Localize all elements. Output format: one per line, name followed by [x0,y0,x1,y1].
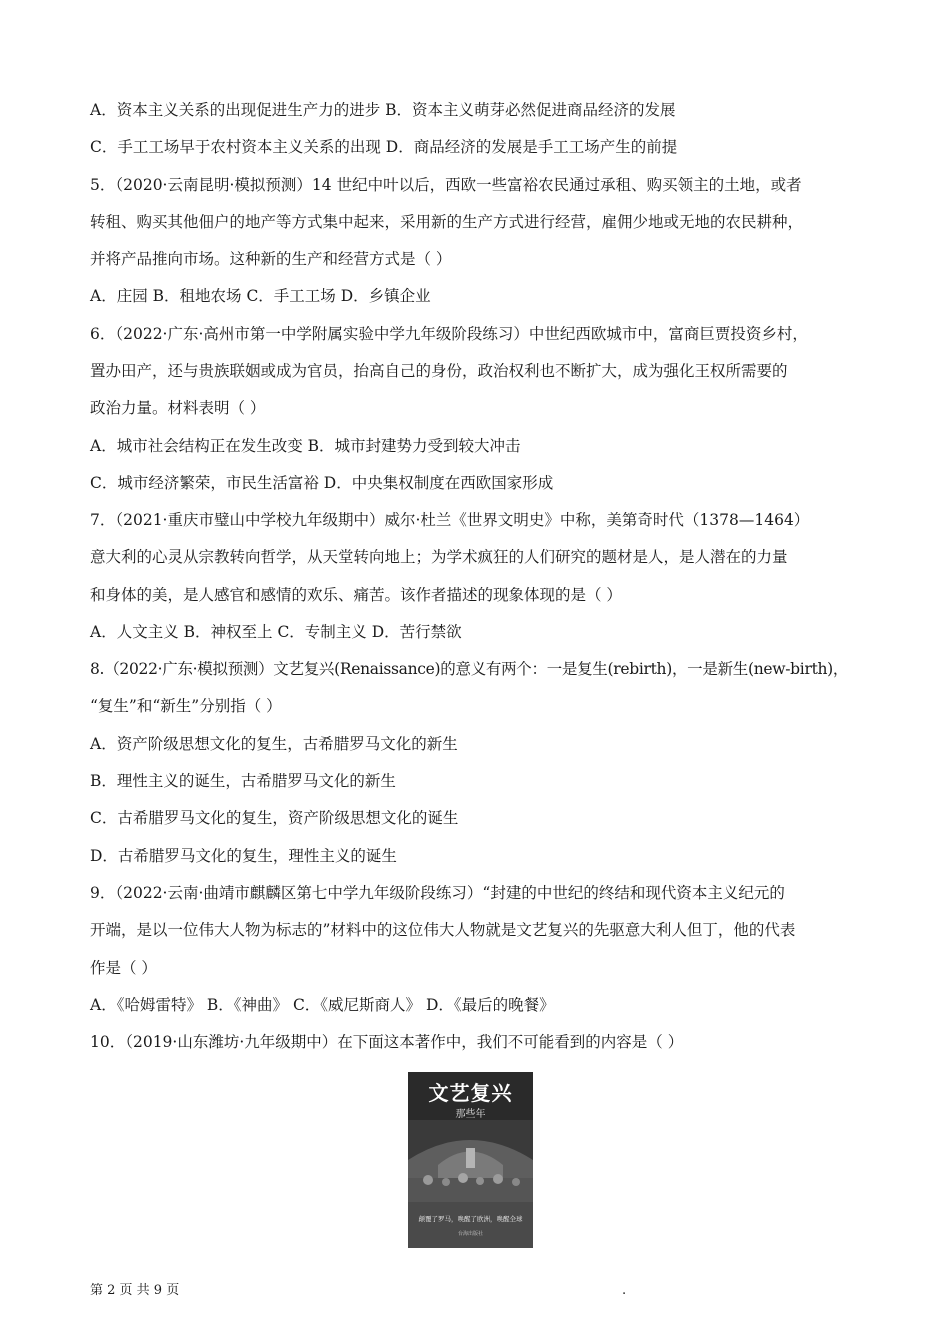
q5-stem-line-3: 并将产品推向市场。这种新的生产和经营方式是（ ） [90,250,452,268]
q7-stem-line-1: 7．（2021·重庆市璧山中学校九年级期中）威尔·杜兰《世界文明史》中称，美第奇时代（1378—1464） [90,511,810,529]
footer-dot: . [622,1283,627,1298]
q10-stem: 10．（2019·山东潍坊·九年级期中）在下面这本著作中，我们不可能看到的内容是（ ） [90,1033,684,1051]
book-subtitle: 那些年 [455,1109,486,1120]
q7-stem-line-3: 和身体的美，是人感官和感情的欢乐、痛苦。该作者描述的现象体现的是（ ） [90,586,622,604]
q8-stem-line-1: 8.（2022·广东·模拟预测）文艺复兴(Renaissance)的意义有两个：一是复生(rebirth)，一是新生(new-birth)， [90,660,849,678]
book-cover-image [408,1072,533,1248]
q9-options: A．《哈姆雷特》 B．《神曲》 C．《威尼斯商人》 D．《最后的晚餐》 [90,996,555,1014]
q9-stem-line-3: 作是（ ） [90,959,157,977]
cover-painting-illustration [408,1120,533,1202]
q6-options-cd: C．城市经济繁荣，市民生活富裕 D．中央集权制度在西欧国家形成 [90,474,554,492]
q8-stem-line-2: “复生”和“新生”分别指（ ） [90,697,282,715]
q8-option-d: D．古希腊罗马文化的复生，理性主义的诞生 [90,847,397,865]
q4-options-cd: C．手工工场早于农村资本主义关系的出现 D．商品经济的发展是手工工场产生的前提 [90,138,678,156]
q6-stem-line-1: 6．（2022·广东·高州市第一中学附属实验中学九年级阶段练习）中世纪西欧城市中，富商巨贾投资乡村， [90,325,808,343]
q9-stem-line-1: 9．（2022·云南·曲靖市麒麟区第七中学九年级阶段练习）“封建的中世纪的终结和现代资本主义纪元的 [90,884,785,902]
cover-bottom-band [408,1202,533,1248]
q7-stem-line-2: 意大利的心灵从宗教转向哲学，从天堂转向地上；为学术疯狂的人们研究的题材是人，是人潜在的力量 [90,548,788,566]
book-tagline: 颠覆了罗马，唤醒了欧洲，唤醒全球 [418,1215,523,1223]
q8-option-a: A．资产阶级思想文化的复生，古希腊罗马文化的新生 [90,735,458,753]
q6-options-ab: A．城市社会结构正在发生改变 B．城市封建势力受到较大冲击 [90,437,521,455]
book-publisher: 台海出版社 [457,1231,483,1237]
q8-option-c: C．古希腊罗马文化的复生，资产阶级思想文化的诞生 [90,809,459,827]
q8-option-b: B．理性主义的诞生，古希腊罗马文化的新生 [90,772,396,790]
q6-stem-line-2: 置办田产，还与贵族联姻或成为官员，抬高自己的身份，政治权利也不断扩大，成为强化王权所需要的 [90,362,788,380]
q7-options: A．人文主义 B．神权至上 C．专制主义 D．苦行禁欲 [90,623,462,641]
page-number: 第 2 页 共 9 页 [90,1283,180,1298]
q5-options: A．庄园 B．租地农场 C．手工工场 D．乡镇企业 [90,287,431,305]
q5-stem-line-1: 5．（2020·云南昆明·模拟预测）14 世纪中叶以后，西欧一些富裕农民通过承租、购买领主的土地，或者 [90,176,802,194]
book-title: 文艺复兴 [428,1081,513,1105]
q6-stem-line-3: 政治力量。材料表明（ ） [90,399,266,417]
q4-options-ab: A．资本主义关系的出现促进生产力的进步 B．资本主义萌芽必然促进商品经济的发展 [90,101,676,119]
q9-stem-line-2: 开端，是以一位伟大人物为标志的”材料中的这位伟大人物就是文艺复兴的先驱意大利人但丁，他的代表 [90,921,796,939]
q5-stem-line-2: 转租、购买其他佃户的地产等方式集中起来，采用新的生产方式进行经营，雇佣少地或无地的农民耕种， [90,213,804,231]
